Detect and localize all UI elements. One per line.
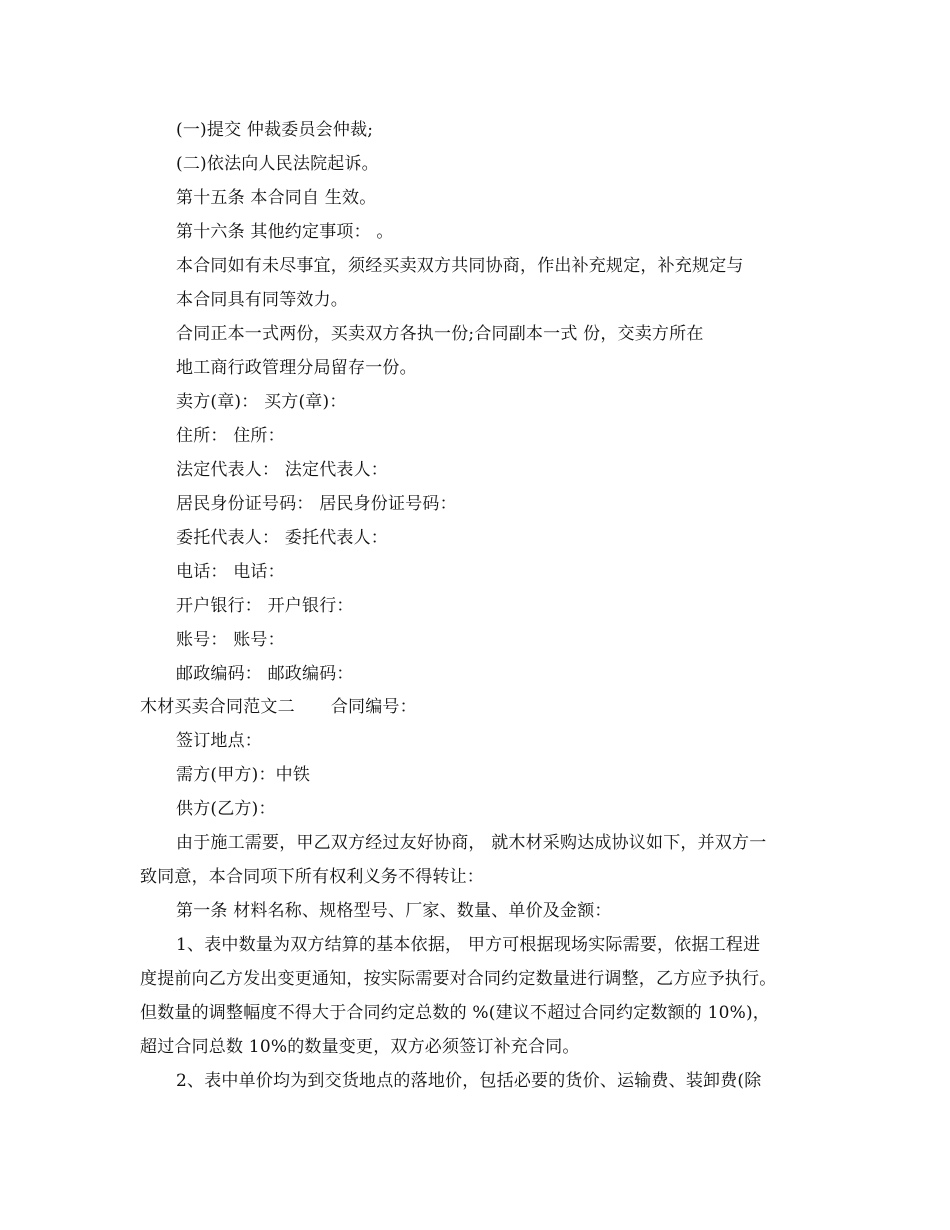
item-1-line4: 超过合同总数 10%的数量变更，双方必须签订补充合同。	[140, 1037, 580, 1057]
id-number-line: 居民身份证号码： 居民身份证号码：	[176, 494, 457, 514]
bank-line: 开户银行： 开户银行：	[176, 596, 354, 616]
item-2-line1: 2、表中单价均为到交货地点的落地价，包括必要的货价、运输费、装卸费(除	[176, 1071, 762, 1091]
sign-place-line: 签订地点：	[176, 731, 262, 751]
legal-rep-line: 法定代表人： 法定代表人：	[176, 460, 389, 480]
item-1-line1: 1、表中数量为双方结算的基本依据， 甲方可根据现场实际需要，依据工程进	[176, 935, 761, 955]
postcode-line: 邮政编码： 邮政编码：	[176, 664, 354, 684]
account-line: 账号： 账号：	[176, 630, 285, 650]
supplement-clause-line2: 本合同具有同等效力。	[176, 290, 348, 310]
item-1-line3: 但数量的调整幅度不得大于合同约定总数的 %(建议不超过合同约定数额的 10%)，	[140, 1003, 771, 1023]
preamble-line1: 由于施工需要，甲乙双方经过友好协商， 就木材采购达成协议如下，并双方一	[176, 833, 767, 853]
section2-title: 木材买卖合同范文二	[140, 697, 295, 717]
phone-line: 电话： 电话：	[176, 562, 285, 582]
copies-clause-line2: 地工商行政管理分局留存一份。	[176, 358, 417, 378]
article-16: 第十六条 其他约定事项： 。	[176, 222, 394, 242]
buyer-line: 需方(甲方)：中铁	[176, 765, 311, 785]
article-1-heading: 第一条 材料名称、规格型号、厂家、数量、单价及金额：	[176, 901, 612, 921]
section2-heading	[140, 697, 417, 717]
copies-clause-line1: 合同正本一式两份，买卖双方各执一份;合同副本一式 份，交卖方所在	[176, 324, 704, 344]
clause-litigation: (二)依法向人民法院起诉。	[176, 154, 379, 174]
article-15: 第十五条 本合同自 生效。	[176, 188, 377, 208]
supplement-clause-line1: 本合同如有未尽事宜，须经买卖双方共同协商，作出补充规定，补充规定与	[176, 256, 744, 276]
address-line: 住所： 住所：	[176, 426, 285, 446]
signature-seal-line: 卖方(章)： 买方(章)：	[176, 392, 347, 412]
clause-arbitration: (一)提交 仲裁委员会仲裁;	[176, 120, 374, 140]
item-1-line2: 度提前向乙方发出变更通知，按实际需要对合同约定数量进行调整，乙方应予执行。	[140, 969, 777, 989]
preamble-line2: 致同意，本合同项下所有权利义务不得转让：	[140, 867, 484, 887]
agent-line: 委托代表人： 委托代表人：	[176, 528, 389, 548]
contract-number-label: 合同编号：	[330, 697, 417, 717]
supplier-line: 供方(乙方)：	[176, 799, 276, 819]
